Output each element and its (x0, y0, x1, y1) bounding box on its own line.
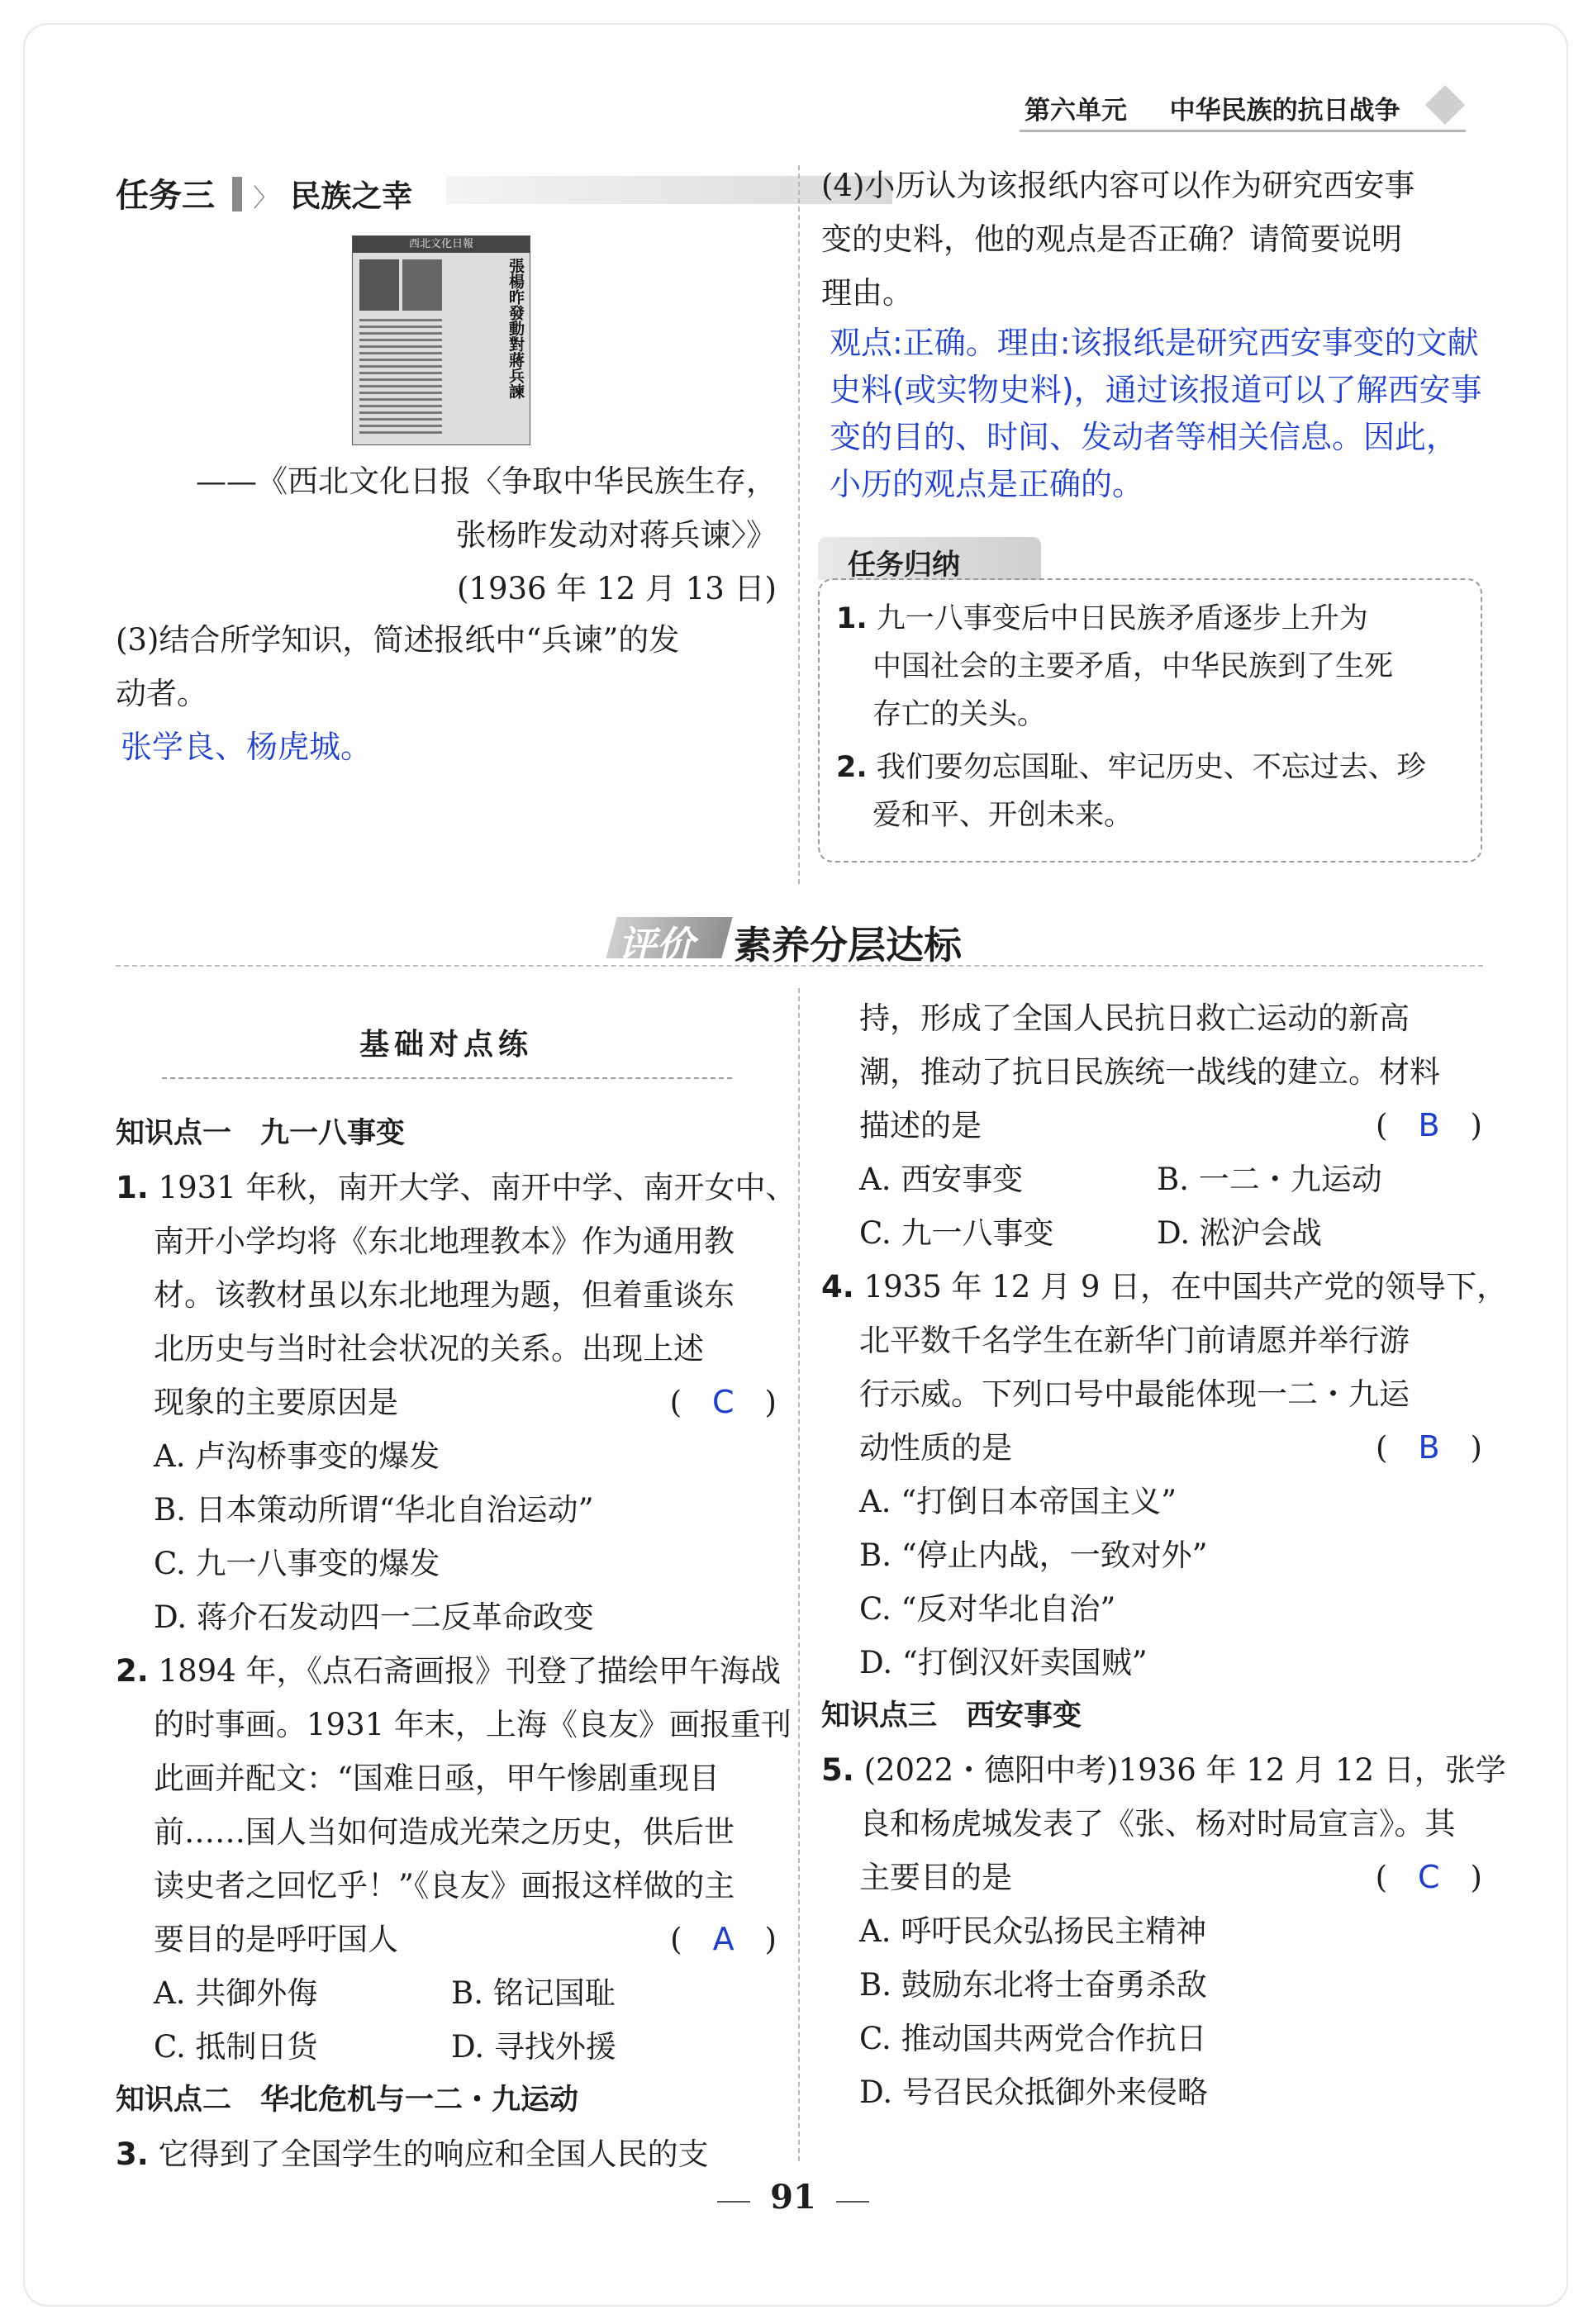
answer-choice: B (1418, 1107, 1440, 1143)
summary-tab (818, 537, 1041, 580)
option: A. 西安事变 (859, 1162, 1024, 1197)
task-question-4-answer (830, 320, 1491, 508)
option: D. 蒋介石发动四一二反革命政变 (154, 1599, 594, 1635)
option: A. 共御外侮 (154, 1975, 318, 2011)
task-heading (116, 169, 777, 216)
answer-bracket: ( C ) (1375, 1859, 1482, 1895)
option: C. 九一八事变 (859, 1215, 1054, 1251)
newspaper-image (352, 235, 530, 445)
option: B. 铭记国耻 (451, 1975, 616, 2011)
task-label: 任务三 (116, 177, 215, 215)
answer-bracket: ( A ) (670, 1921, 777, 1957)
option: D. 寻找外援 (451, 2029, 616, 2065)
question-line: (4)小历认为该报纸内容可以作为研究西安事 (821, 168, 1415, 203)
question-1: 1. 1931 年秋，南开大学、南开中学、南开女中、 南开小学均将《东北地理教本》作为通用教 材。该教材虽以东北地理为题，但着重谈东 北历史与当时社会状况的关系。出现上述 现象的主要原因是 ( C ) A. 卢沟桥事变的爆发 B. 日本策动所谓“华北自治运动” C. 九一八事变的爆发 D. 蒋介石发动四一二反革命政变 (116, 1161, 777, 1644)
option: A. 卢沟桥事变的爆发 (154, 1438, 440, 1474)
knowledge-point-2: 知识点二 华北危机与一二・九运动 (116, 2084, 579, 2117)
summary-title: 任务归纳 (848, 549, 960, 582)
column-divider-top (798, 165, 800, 884)
right-column (821, 991, 1508, 2119)
caption-line: 张杨昨发动对蒋兵谏〉》 (455, 517, 777, 553)
unit-title: 中华民族的抗日战争 (1169, 96, 1400, 126)
section-tag: 评价 (618, 923, 694, 967)
task-divider-icon (232, 177, 242, 211)
option: A. “打倒日本帝国主义” (859, 1484, 1177, 1519)
page-number-dash-left (717, 2201, 750, 2203)
knowledge-point-1: 知识点一 九一八事变 (116, 1117, 406, 1150)
page-number-dash-right (836, 2201, 869, 2203)
unit-label: 第六单元 (1025, 96, 1127, 126)
option: C. 九一八事变的爆发 (154, 1546, 440, 1581)
subsection-title: 基础对点练 (359, 1028, 533, 1062)
page-number: 91 (770, 2178, 816, 2217)
question-line: 动者。 (116, 676, 207, 711)
option: C. 推动国共两党合作抗日 (859, 2021, 1207, 2056)
option: B. 鼓励东北将士奋勇杀敌 (859, 1967, 1207, 2003)
summary-item: 1. 九一八事变后中日民族矛盾逐步上升为 中国社会的主要矛盾，中华民族到了生死 存亡的关头。 (836, 602, 1394, 731)
question-line: 理由。 (821, 275, 913, 311)
answer-line: 观点:正确。理由:该报纸是研究西安事变的文献 (830, 325, 1479, 361)
subsection-rule (162, 1077, 732, 1079)
left-column (116, 1107, 796, 2181)
newspaper-masthead: 西北文化日報 (353, 236, 530, 253)
question-5: 5. (2022・德阳中考)1936 年 12 月 12 日，张学 良和杨虎城发表了《张、杨对时局宣言》。其 主要目的是 ( C ) A. 呼吁民众弘扬民主精神 B. 鼓励东北将士奋勇杀敌 C. 推动国共两党合作抗日 D. 号召民众抵御外来侵略 (821, 1743, 1482, 2119)
section-title: 素养分层达标 (734, 923, 962, 967)
newspaper-photo-left (359, 259, 399, 311)
option: B. 一二・九运动 (1157, 1162, 1382, 1197)
column-divider-bottom (798, 988, 800, 2161)
option: C. 抵制日货 (154, 2029, 318, 2065)
question-line: 变的史料，他的观点是否正确？请简要说明 (821, 221, 1402, 257)
newspaper-caption (116, 454, 777, 615)
answer-choice: A (712, 1921, 735, 1957)
task-question-3 (116, 613, 777, 774)
knowledge-point-3: 知识点三 西安事变 (821, 1699, 1082, 1732)
answer-bracket: ( B ) (1376, 1429, 1482, 1466)
task-name: 民族之幸 (290, 178, 413, 214)
option: D. 淞沪会战 (1157, 1215, 1322, 1251)
answer-choice: C (712, 1384, 735, 1420)
header-rule (1020, 130, 1466, 132)
newspaper-photo-right (402, 259, 442, 311)
option: C. “反对华北自治” (859, 1591, 1116, 1627)
answer-bracket: ( B ) (1376, 1107, 1482, 1143)
answer-choice: C (1418, 1859, 1440, 1895)
question-3-continued: 持，形成了全国人民抗日救亡运动的新高 潮，推动了抗日民族统一战线的建立。材料 描述的是 ( B ) A. 西安事变 B. 一二・九运动 C. 九一八事变 D. 淞沪会战 (821, 991, 1482, 1260)
chevron-right-icon: 〉 (253, 184, 278, 213)
answer-bracket: ( C ) (669, 1384, 777, 1420)
summary-box (818, 578, 1482, 863)
newspaper-headline: 張楊昨發動對蔣兵諫 (506, 258, 525, 399)
answer-line: 小历的观点是正确的。 (830, 466, 1144, 502)
option: D. “打倒汉奸卖国贼” (859, 1645, 1148, 1680)
question-4: 4. 1935 年 12 月 9 日，在中国共产党的领导下， 北平数千名学生在新华门前请愿并举行游 行示威。下列口号中最能体现一二・九运 动性质的是 ( B ) A. “打倒日本帝国主义” B. “停止内战，一致对外” C. “反对华北自治” D. “打倒汉奸卖国贼” (821, 1260, 1482, 1690)
summary-item: 2. 我们要勿忘国耻、牢记历史、不忘过去、珍 爱和平、开创未来。 (836, 751, 1426, 832)
question-3-start: 3. 它得到了全国学生的响应和全国人民的支 (116, 2136, 709, 2172)
running-header (1025, 89, 1400, 131)
question-line: (3)结合所学知识，简述报纸中“兵谏”的发 (116, 622, 680, 658)
option: A. 呼吁民众弘扬民主精神 (859, 1913, 1207, 1949)
question-2: 2. 1894 年，《点石斋画报》刊登了描绘甲午海战 的时事画。1931 年末，上海《良友》画报重刊 此画并配文：“国难日亟，甲午惨剧重现目 前……国人当如何造成光荣之历史，供后世 读史者之回忆乎！”《良友》画报这样做的主 要目的是呼吁国人 ( A ) A. 共御外侮 B. 铭记国耻 C. 抵制日货 D. 寻找外援 (116, 1644, 777, 2074)
answer-choice: B (1418, 1429, 1440, 1466)
answer-line: 史料(或实物史料)，通过该报道可以了解西安事 (830, 372, 1482, 408)
caption-date: (1936 年 12 月 13 日) (456, 571, 777, 606)
option: B. “停止内战，一致对外” (859, 1537, 1208, 1573)
caption-line: ——《西北文化日报〈争取中华民族生存， (196, 463, 777, 499)
answer-line: 变的目的、时间、发动者等相关信息。因此， (830, 419, 1458, 455)
answer-text: 张学良、杨虎城。 (121, 729, 373, 765)
newspaper-text-block (359, 319, 442, 435)
option: D. 号召民众抵御外来侵略 (859, 2074, 1208, 2110)
option: B. 日本策动所谓“华北自治运动” (154, 1492, 594, 1528)
section-rule (116, 965, 1483, 967)
